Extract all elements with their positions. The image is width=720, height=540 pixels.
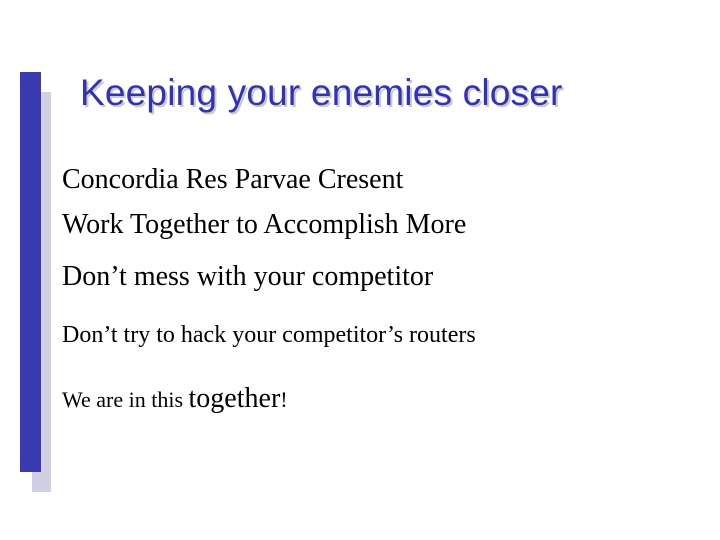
body-line-5-suffix: !	[280, 387, 288, 412]
body-line-3: Don’t mess with your competitor	[62, 261, 434, 292]
body-line-2: Work Together to Accomplish More	[62, 209, 467, 240]
accent-bar	[20, 72, 41, 472]
body-line-5-prefix: We are in this	[62, 387, 189, 412]
body-line-5-emphasis: together	[188, 383, 281, 414]
body-line-1: Concordia Res Parvae Cresent	[62, 164, 404, 195]
body-line-5	[62, 383, 288, 415]
body-line-4: Don’t try to hack your competitor’s routers	[62, 322, 476, 348]
slide-title: Keeping your enemies closer	[80, 72, 563, 113]
